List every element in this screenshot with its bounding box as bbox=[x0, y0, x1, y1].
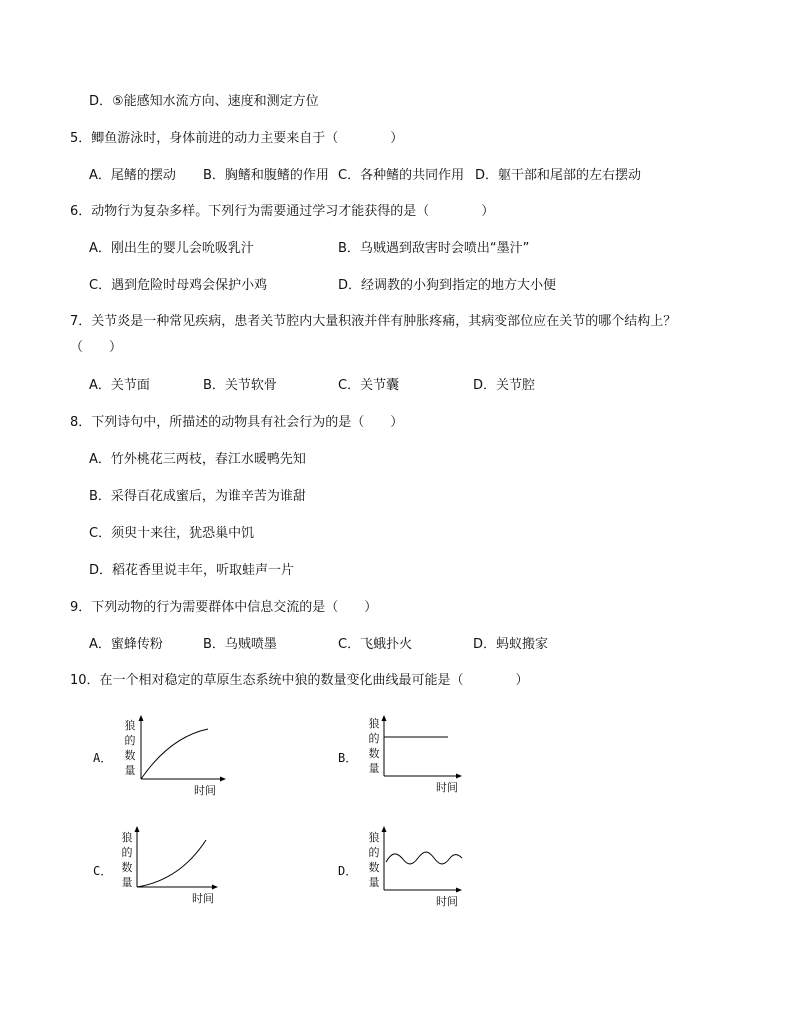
graph-b-axes bbox=[338, 715, 498, 800]
q8-option-a: A．竹外桃花三两枝，春江水暖鸭先知 bbox=[89, 452, 306, 467]
q7-stem-cont: （ ） bbox=[70, 340, 123, 355]
q6-stem: 6．动物行为复杂多样。下列行为需要通过学习才能获得的是（ ） bbox=[70, 204, 495, 219]
q8-stem: 8．下列诗句中，所描述的动物具有社会行为的是（ ） bbox=[70, 415, 404, 430]
q9-option-b: B．乌贼喷墨 bbox=[203, 637, 277, 652]
q9-option-c: C．飞蛾扑火 bbox=[338, 637, 413, 652]
q6-option-d: D．经调教的小狗到指定的地方大小便 bbox=[338, 278, 557, 293]
q9-stem: 9．下列动物的行为需要群体中信息交流的是（ ） bbox=[70, 600, 378, 615]
graph-d-letter: D． bbox=[338, 864, 358, 878]
graph-a-axes bbox=[88, 715, 248, 800]
graph-d-curve bbox=[386, 852, 462, 864]
graph-a-curve bbox=[141, 729, 208, 779]
graph-d-x-label: 时间 bbox=[436, 895, 458, 908]
q10-graph-d bbox=[338, 826, 498, 911]
q10-graph-b bbox=[338, 715, 498, 800]
q10-graph-a bbox=[88, 715, 248, 800]
graph-c-curve bbox=[137, 840, 206, 887]
q9-option-a: A．蜜蜂传粉 bbox=[89, 637, 163, 652]
q4-option-d: D．⑤能感知水流方向、速度和测定方位 bbox=[89, 94, 319, 109]
graph-c-y-label: 狼 的 数 量 bbox=[121, 831, 133, 889]
graph-c-letter: C． bbox=[93, 864, 113, 878]
graph-b-x-label: 时间 bbox=[436, 781, 458, 794]
q5-stem: 5．鲫鱼游泳时，身体前进的动力主要来自于（ ） bbox=[70, 131, 404, 146]
q7-stem: 7．关节炎是一种常见疾病，患者关节腔内大量积液并伴有肿胀疼痛，其病变部位应在关节的哪个结构上？ bbox=[70, 314, 677, 329]
graph-c-axes bbox=[88, 826, 248, 911]
q5-option-b: B．胸鳍和腹鳍的作用 bbox=[203, 168, 329, 183]
q8-option-b: B．采得百花成蜜后，为谁辛苦为谁甜 bbox=[89, 489, 306, 504]
q5-option-d: D．躯干部和尾部的左右摆动 bbox=[475, 168, 642, 183]
graph-d-axes bbox=[338, 826, 498, 911]
graph-a-x-label: 时间 bbox=[194, 784, 216, 797]
q8-option-c: C．须臾十来往，犹恐巢中饥 bbox=[89, 526, 255, 541]
q7-option-d: D．关节腔 bbox=[473, 378, 536, 393]
q9-option-d: D．蚂蚁搬家 bbox=[473, 637, 549, 652]
q6-option-a: A．刚出生的婴儿会吮吸乳汁 bbox=[89, 241, 254, 256]
q7-option-a: A．关节面 bbox=[89, 378, 150, 393]
graph-b-letter: B． bbox=[338, 751, 358, 765]
graph-d-y-label: 狼 的 数 量 bbox=[368, 831, 380, 889]
q6-option-c: C．遇到危险时母鸡会保护小鸡 bbox=[89, 278, 268, 293]
graph-a-letter: A． bbox=[93, 751, 113, 765]
q10-stem: 10．在一个相对稳定的草原生态系统中狼的数量变化曲线最可能是（ ） bbox=[70, 673, 529, 688]
q5-option-c: C．各种鳍的共同作用 bbox=[338, 168, 465, 183]
q10-graph-c bbox=[88, 826, 248, 911]
q5-option-a: A．尾鳍的摆动 bbox=[89, 168, 176, 183]
q6-option-b: B．乌贼遇到敌害时会喷出“墨汁” bbox=[338, 241, 530, 256]
q8-option-d: D．稻花香里说丰年，听取蛙声一片 bbox=[89, 563, 295, 578]
graph-a-y-label: 狼 的 数 量 bbox=[124, 719, 136, 777]
graph-b-y-label: 狼 的 数 量 bbox=[368, 717, 380, 775]
q7-option-c: C．关节囊 bbox=[338, 378, 400, 393]
q7-option-b: B．关节软骨 bbox=[203, 378, 277, 393]
graph-c-x-label: 时间 bbox=[192, 892, 214, 905]
